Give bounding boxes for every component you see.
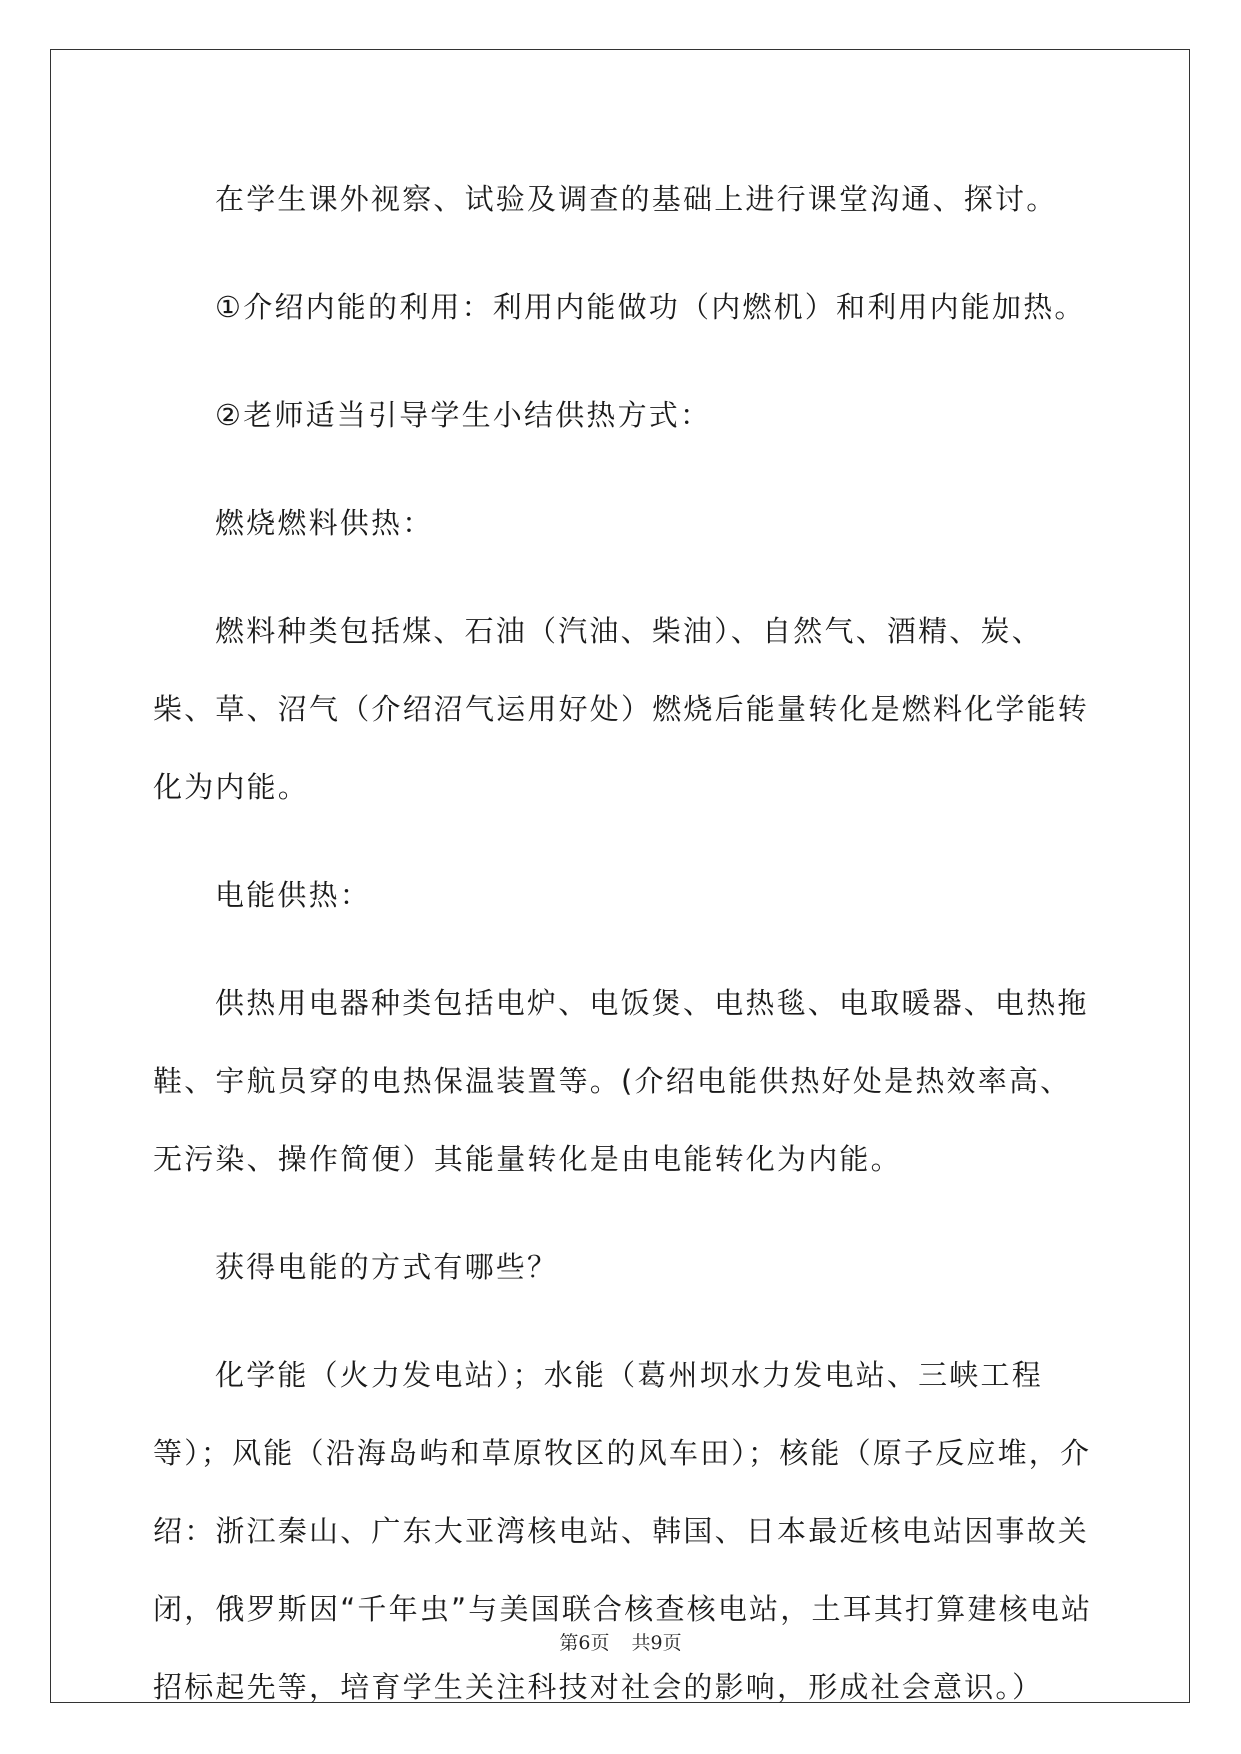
paragraph-1: 在学生课外视察、试验及调查的基础上进行课堂沟通、探讨。: [215, 182, 1058, 216]
paragraph-8: 获得电能的方式有哪些？: [215, 1250, 559, 1284]
paragraph-9: 化学能（火力发电站）；水能（葛州坝水力发电站、三峡工程等）；风能（沿海岛屿和草原牧区的风车田）；核能（原子反应堆，介绍：浙江秦山、广东大亚湾核电站、韩国、日本最近核电站因事故关闭，俄罗斯因“千年虫”与美国联合核查核电站，土耳其打算建核电站招标起先等，培育学生关注科技对社会的影响，形成社会意识。）: [153, 1358, 1093, 1704]
paragraph-4: 燃烧燃料供热：: [215, 506, 434, 540]
paragraph-3: ②老师适当引导学生小结供热方式：: [215, 398, 712, 432]
paragraph-2: ①介绍内能的利用：利用内能做功（内燃机）和利用内能加热。: [215, 290, 1086, 324]
page-footer: [0, 1628, 1241, 1655]
paragraph-5: 燃料种类包括煤、石油（汽油、柴油）、自然气、酒精、炭、柴、草、沼气（介绍沼气运用好处）燃烧后能量转化是燃料化学能转化为内能。: [153, 614, 1090, 804]
page-number: 第6页: [559, 1632, 610, 1654]
page-total: 共9页: [631, 1632, 682, 1654]
paragraph-7: 供热用电器种类包括电炉、电饭煲、电热毯、电取暖器、电热拖鞋、宇航员穿的电热保温装置等。(介绍电能供热好处是热效率高、无污染、操作简便）其能量转化是由电能转化为内能。: [153, 986, 1089, 1176]
paragraph-6: 电能供热：: [215, 878, 372, 912]
document-body: [153, 160, 1093, 1726]
